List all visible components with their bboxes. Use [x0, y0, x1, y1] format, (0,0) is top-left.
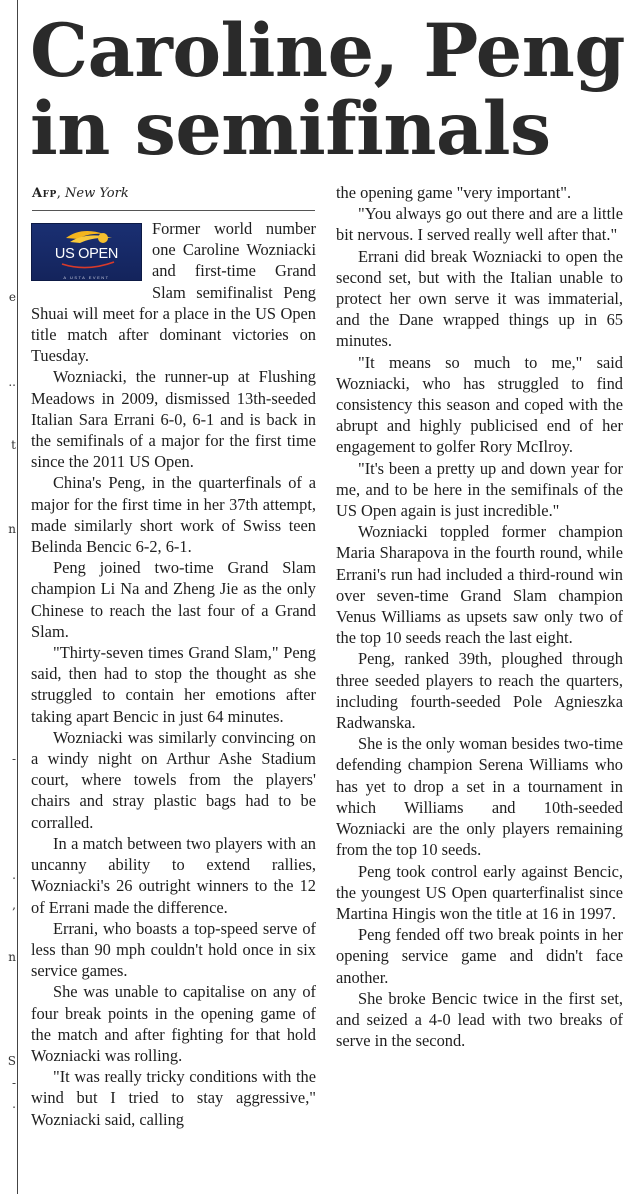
- byline-agency: Afp: [32, 186, 57, 201]
- byline-divider: [32, 210, 315, 211]
- paragraph: Wozniacki, the runner-up at Flushing Meadows in 2009, dismissed 13th-seeded Italian Sara Errani 6-0, 6-1 and is back in the semifinals of a major for the first time since the 2011 US Open.: [31, 367, 316, 472]
- adjacent-text-fragment: ..: [8, 375, 16, 389]
- column-divider: [17, 0, 18, 1194]
- adjacent-text-fragment: t: [11, 438, 16, 452]
- adjacent-article-strip: [0, 0, 20, 1194]
- paragraph: the opening game "very important".: [336, 183, 572, 202]
- byline-dateline: New York: [65, 186, 129, 201]
- paragraph: China's Peng, in the quarterfinals of a major for the first time in her 37th attempt, made similarly short work of Swiss teen Belinda Bencic 6-2, 6-1.: [31, 473, 316, 557]
- adjacent-text-fragment: n: [8, 522, 16, 536]
- paragraph: She was unable to capitalise on any of four break points in the opening game of the match and after fighting for that hold Wozniacki was rolling.: [31, 982, 316, 1065]
- article-column-2: [336, 182, 623, 1051]
- paragraph: Errani did break Wozniacki to open the second set, but with the Italian unable to protect her own serve it was immaterial, and the Dane wrapped things up in 65 minutes.: [336, 246, 623, 351]
- byline-separator: ,: [56, 186, 66, 201]
- adjacent-text-fragment: S: [7, 1054, 16, 1068]
- paragraph: "Thirty-seven times Grand Slam," Peng said, then had to stop the thought as she struggled to contain her emotions after taking apart Bencic in just 64 minutes.: [31, 643, 316, 726]
- adjacent-text-fragment: -: [11, 1076, 16, 1090]
- paragraph: Peng took control early against Bencic, the youngest US Open quarterfinalist since Martina Hingis won the title at 16 in 1997.: [336, 861, 623, 923]
- headline-line: in semifinals: [30, 86, 551, 172]
- article-column-1: [31, 218, 316, 1130]
- us-open-logo: [31, 223, 142, 281]
- headline-line: Caroline, Peng: [30, 8, 625, 94]
- paragraph: Errani, who boasts a top-speed serve of less than 90 mph couldn't hold once in six service games.: [31, 918, 316, 981]
- paragraph: In a match between two players with an uncanny ability to extend rallies, Wozniacki's 26 outright winners to the 12 of Errani made the difference.: [31, 833, 316, 917]
- paragraph: Peng fended off two break points in her opening service game and didn't face another.: [336, 925, 623, 987]
- byline: [32, 186, 129, 201]
- article-headline: [30, 8, 630, 172]
- paragraph: Wozniacki was similarly convincing on a windy night on Arthur Ashe Stadium court, where towels from the players' chairs and stray plastic bags had to be corralled.: [31, 727, 316, 832]
- logo-tagline: A USTA EVENT: [63, 275, 110, 280]
- adjacent-text-fragment: e: [8, 290, 16, 304]
- paragraph: "It was really tricky conditions with the wind but I tried to stay aggressive," Wozniacki said, calling: [31, 1067, 316, 1129]
- paragraph: "It means so much to me," said Wozniacki, who has struggled to find consistency this season and coped with the abrupt and highly publicised end of her engagement to golfer Rory McIlroy.: [336, 352, 623, 457]
- paragraph: She is the only woman besides two-time defending champion Serena Williams who has yet to drop a set in a tournament in which Williams and 10th-seeded Wozniacki are the only players remaining from the top 10 seeds.: [336, 734, 623, 860]
- paragraph: "You always go out there and are a little bit nervous. I served really well after that.": [336, 204, 623, 245]
- adjacent-text-fragment: ,: [12, 898, 16, 912]
- paragraph: Peng, ranked 39th, ploughed through three seeded players to reach the quarters, including fourth-seeded Pole Agnieszka Radwanska.: [336, 649, 623, 733]
- paragraph: "It's been a pretty up and down year for me, and to be here in the semifinals of the US Open again is just incredible.": [336, 458, 623, 521]
- paragraph: Former world number one Caroline Wozniacki and first-time Grand Slam semifinalist Peng Shuai will meet for a place in the US Open title match after dominant victories on Tuesday.: [31, 219, 316, 366]
- adjacent-text-fragment: .: [12, 1097, 16, 1111]
- paragraph: Wozniacki toppled former champion Maria Sharapova in the fourth round, while Errani's run had included a third-round win over seven-time Grand Slam champion Venus Williams as upsets saw only two of the top 10 seeds reach the last eight.: [336, 522, 623, 648]
- adjacent-text-fragment: -: [11, 752, 16, 766]
- logo-wordmark: US OPEN: [54, 246, 119, 262]
- paragraph: She broke Bencic twice in the first set, and seized a 4-0 lead with two breaks of serve in the second.: [336, 988, 623, 1051]
- paragraph: Peng joined two-time Grand Slam champion Li Na and Zheng Jie as the only Chinese to reach the last four of a Grand Slam.: [31, 558, 316, 641]
- adjacent-text-fragment: .: [12, 868, 16, 882]
- adjacent-text-fragment: n: [8, 950, 16, 964]
